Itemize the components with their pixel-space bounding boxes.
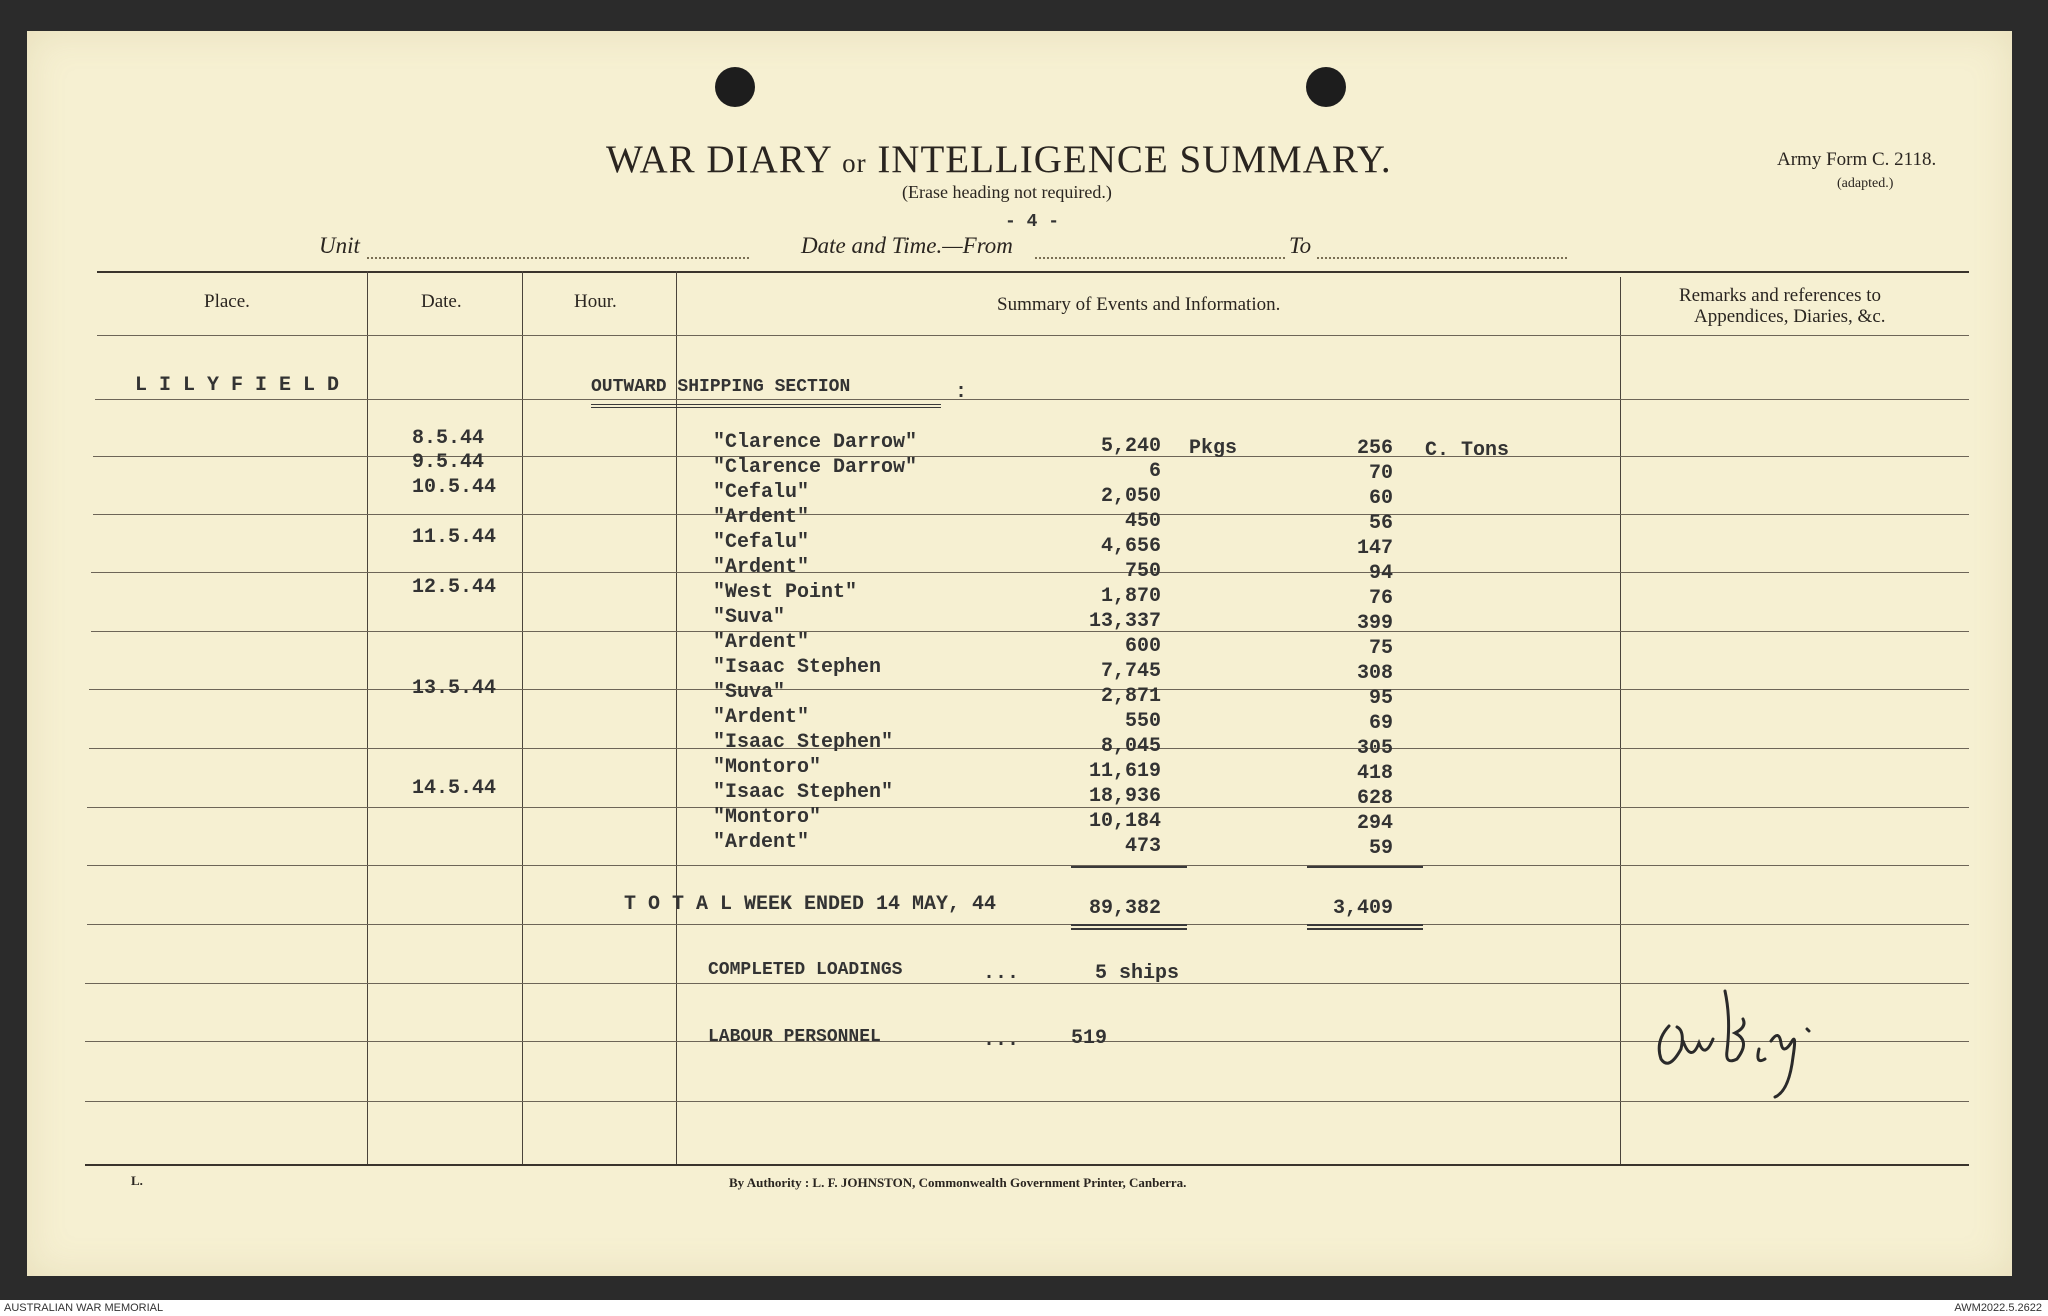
entry-tons: 147 <box>1356 537 1393 560</box>
col-header-hour: Hour. <box>574 291 617 312</box>
col-divider-place <box>367 271 368 1164</box>
section-underline <box>591 404 941 405</box>
entry-pkgs: 550 <box>1124 710 1161 733</box>
date-cell: 11.5.44 <box>412 526 497 549</box>
rule-line <box>87 924 1969 925</box>
entry-pkgs: 6 <box>1148 460 1161 483</box>
rule-line <box>97 335 1969 336</box>
erase-note: (Erase heading not required.) <box>902 182 1112 202</box>
section-colon: : <box>955 381 968 404</box>
unit-tons: C. Tons <box>1425 439 1510 462</box>
table-top-rule <box>97 271 1969 273</box>
entry-pkgs: 7,745 <box>1100 660 1161 683</box>
entry-pkgs: 4,656 <box>1100 535 1161 558</box>
col-divider-summary <box>1620 277 1621 1164</box>
punch-hole-left <box>715 67 755 107</box>
war-diary-sheet <box>27 31 2012 1276</box>
rule-line <box>93 456 1969 457</box>
total-double-rule <box>1071 924 1187 926</box>
subtotal-rule-pkgs <box>1071 866 1187 868</box>
entry-pkgs: 750 <box>1124 560 1161 583</box>
total-double-rule <box>1071 928 1187 930</box>
total-pkgs: 89,382 <box>1088 897 1161 920</box>
archive-name: AUSTRALIAN WAR MEMORIAL <box>4 1302 164 1314</box>
place-value: L I L Y F I E L D <box>135 374 340 397</box>
punch-hole-right <box>1306 67 1346 107</box>
entry-tons: 294 <box>1356 812 1393 835</box>
entry-ship: "Ardent" <box>713 506 810 529</box>
entry-tons: 399 <box>1356 612 1393 635</box>
completed-loadings-value: 5 ships <box>1095 962 1180 985</box>
entry-tons: 60 <box>1368 487 1393 510</box>
col-header-place: Place. <box>204 291 250 312</box>
entry-tons: 256 <box>1356 437 1393 460</box>
entry-pkgs: 1,870 <box>1100 585 1161 608</box>
section-heading: OUTWARD SHIPPING SECTION <box>591 377 851 397</box>
entry-ship: "Isaac Stephen" <box>713 731 894 754</box>
entry-pkgs: 600 <box>1124 635 1161 658</box>
rule-line <box>89 748 1969 749</box>
entry-tons: 76 <box>1368 587 1393 610</box>
labour-personnel-label: LABOUR PERSONNEL <box>708 1027 881 1047</box>
entry-ship: "Ardent" <box>713 831 810 854</box>
date-cell: 8.5.44 <box>412 427 485 450</box>
entry-tons: 94 <box>1368 562 1393 585</box>
page-title: WAR DIARY or INTELLIGENCE SUMMARY. <box>606 138 1392 181</box>
entry-ship: "Isaac Stephen" <box>713 781 894 804</box>
entry-tons: 75 <box>1368 637 1393 660</box>
rule-line <box>91 631 1969 632</box>
section-underline <box>591 407 941 408</box>
entry-pkgs: 11,619 <box>1088 760 1161 783</box>
entry-pkgs: 5,240 <box>1100 435 1161 458</box>
date-time-label: Date and Time.—From <box>801 233 1013 258</box>
signature-mark <box>1647 931 1847 1121</box>
printer-authority: By Authority : L. F. JOHNSTON, Commonwealth Government Printer, Canberra. <box>729 1175 1187 1190</box>
rule-line <box>89 689 1969 690</box>
date-cell: 12.5.44 <box>412 576 497 599</box>
entry-tons: 69 <box>1368 712 1393 735</box>
entry-pkgs: 8,045 <box>1100 735 1161 758</box>
total-double-rule <box>1307 924 1423 926</box>
entry-ship: "Cefalu" <box>713 481 810 504</box>
entry-pkgs: 13,337 <box>1088 610 1161 633</box>
total-double-rule <box>1307 928 1423 930</box>
completed-dots: ... <box>983 962 1020 985</box>
entry-tons: 59 <box>1368 837 1393 860</box>
entry-ship: "Suva" <box>713 606 786 629</box>
army-form-label: Army Form C. 2118. <box>1777 149 1937 170</box>
entry-ship: "Clarence Darrow" <box>713 431 918 454</box>
entry-pkgs: 18,936 <box>1088 785 1161 808</box>
entry-ship: "Cefalu" <box>713 531 810 554</box>
rule-line <box>95 399 1969 400</box>
unit-field <box>367 257 749 259</box>
col-divider-date <box>522 271 523 1164</box>
entry-ship: "Isaac Stephen <box>713 656 882 679</box>
unit-label: Unit <box>319 233 360 258</box>
total-label: T O T A L WEEK ENDED 14 MAY, 44 <box>624 893 997 916</box>
entry-ship: "Ardent" <box>713 706 810 729</box>
unit-pkgs: Pkgs <box>1189 437 1238 460</box>
col-header-remarks: Remarks and references to <box>1679 285 1882 306</box>
date-cell: 10.5.44 <box>412 476 497 499</box>
entry-pkgs: 2,050 <box>1100 485 1161 508</box>
entry-ship: "Montoro" <box>713 806 822 829</box>
entry-tons: 418 <box>1356 762 1393 785</box>
labour-personnel-value: 519 <box>1071 1027 1108 1050</box>
total-tons: 3,409 <box>1332 897 1393 920</box>
rule-line <box>91 572 1969 573</box>
archive-strip <box>0 1300 2048 1316</box>
entry-pkgs: 2,871 <box>1100 685 1161 708</box>
entry-ship: "Ardent" <box>713 631 810 654</box>
entry-ship: "Montoro" <box>713 756 822 779</box>
entry-tons: 95 <box>1368 687 1393 710</box>
labour-dots: ... <box>983 1029 1020 1052</box>
entry-pkgs: 473 <box>1124 835 1161 858</box>
rule-line <box>93 514 1969 515</box>
form-mark: L. <box>131 1173 143 1188</box>
table-bottom-rule <box>85 1164 1969 1166</box>
date-cell: 9.5.44 <box>412 451 485 474</box>
entry-pkgs: 450 <box>1124 510 1161 533</box>
rule-line <box>87 865 1969 866</box>
date-cell: 14.5.44 <box>412 777 497 800</box>
date-cell: 13.5.44 <box>412 677 497 700</box>
entry-tons: 628 <box>1356 787 1393 810</box>
col-header-remarks-2: Appendices, Diaries, &c. <box>1694 306 1886 327</box>
page-number: - 4 - <box>1005 212 1060 232</box>
col-header-date: Date. <box>421 291 462 312</box>
completed-loadings-label: COMPLETED LOADINGS <box>708 960 903 980</box>
rule-line <box>87 807 1969 808</box>
date-from-field <box>1035 257 1285 259</box>
adapted-label: (adapted.) <box>1837 176 1894 191</box>
entry-tons: 305 <box>1356 737 1393 760</box>
entry-ship: "Clarence Darrow" <box>713 456 918 479</box>
entry-pkgs: 10,184 <box>1088 810 1161 833</box>
archive-id: AWM2022.5.2622 <box>1954 1302 2042 1314</box>
entry-ship: "Ardent" <box>713 556 810 579</box>
entry-ship: "Suva" <box>713 681 786 704</box>
date-to-field <box>1317 257 1567 259</box>
entry-tons: 70 <box>1368 462 1393 485</box>
entry-tons: 56 <box>1368 512 1393 535</box>
to-label: To <box>1289 233 1312 258</box>
col-header-summary: Summary of Events and Information. <box>997 294 1281 315</box>
entry-ship: "West Point" <box>713 581 858 604</box>
entry-tons: 308 <box>1356 662 1393 685</box>
subtotal-rule-tons <box>1307 866 1423 868</box>
